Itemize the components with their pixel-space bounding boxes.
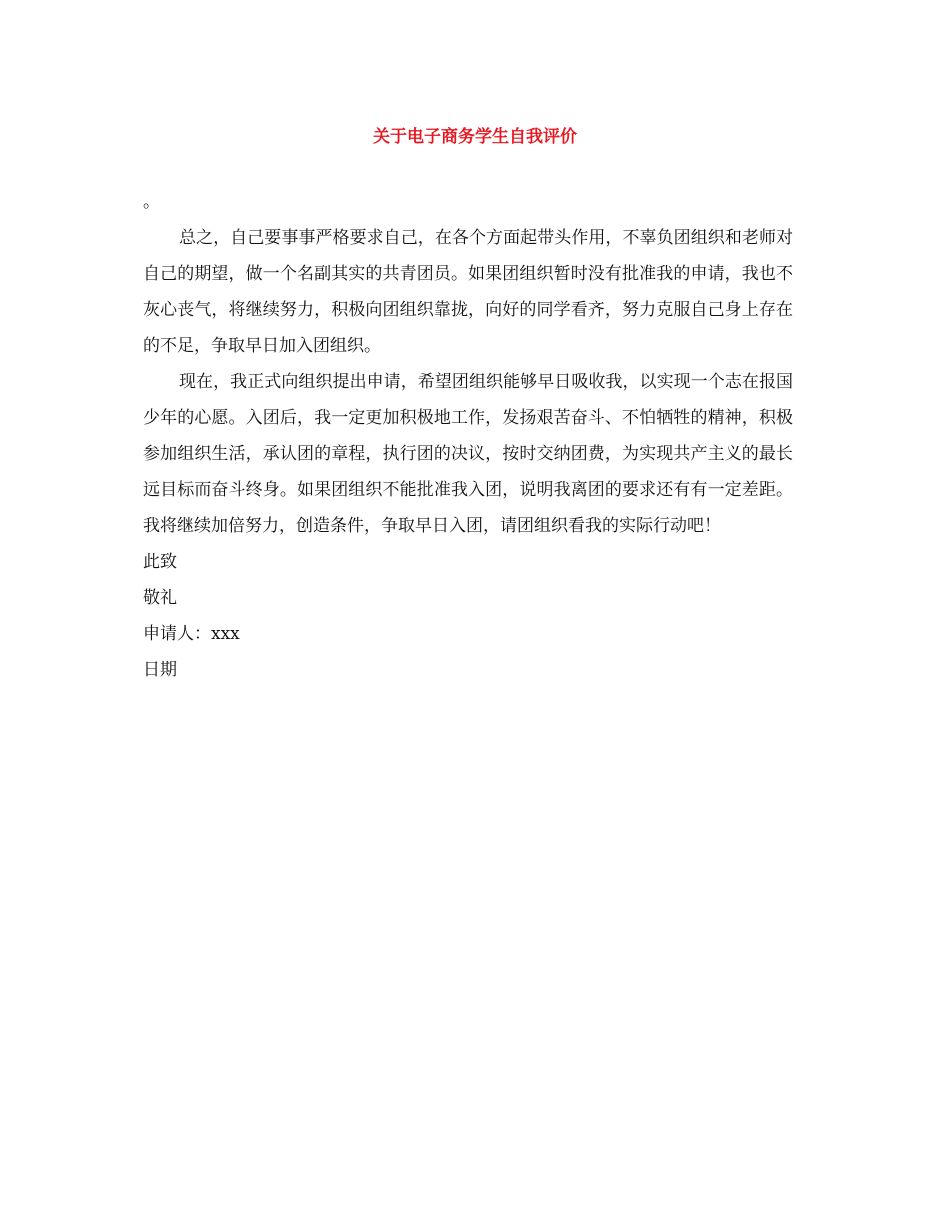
closing-salutation: 此致 — [143, 552, 177, 572]
closing-regards: 敬礼 — [143, 588, 177, 608]
applicant-signature: 申请人：xxx — [143, 624, 240, 644]
paragraph-application: 现在，我正式向组织提出申请，希望团组织能够早日吸收我，以实现一个志在报国少年的心愿。入团后，我一定更加积极地工作，发扬艰苦奋斗、不怕牺牲的精神，积极参加组织生活，承认团的章程，执行团的决议，按时交纳团费，为实现共产主义的最长远目标而奋斗终身。如果团组织不能批准我入团，说明我离团的要求还有有一定差距。我将继续加倍努力，创造条件，争取早日入团，请团组织看我的实际行动吧！ — [143, 372, 793, 536]
leading-fragment: 。 — [143, 192, 160, 212]
paragraph-conclusion: 总之，自己要事事严格要求自己，在各个方面起带头作用，不辜负团组织和老师对自己的期望，做一个名副其实的共青团员。如果团组织暂时没有批准我的申请，我也不灰心丧气，将继续努力，积极向团组织靠拢，向好的同学看齐，努力克服自己身上存在的不足，争取早日加入团组织。 — [143, 228, 793, 356]
document-title: 关于电子商务学生自我评价 — [373, 127, 577, 147]
date-line: 日期 — [143, 660, 177, 680]
document-body — [143, 184, 793, 688]
